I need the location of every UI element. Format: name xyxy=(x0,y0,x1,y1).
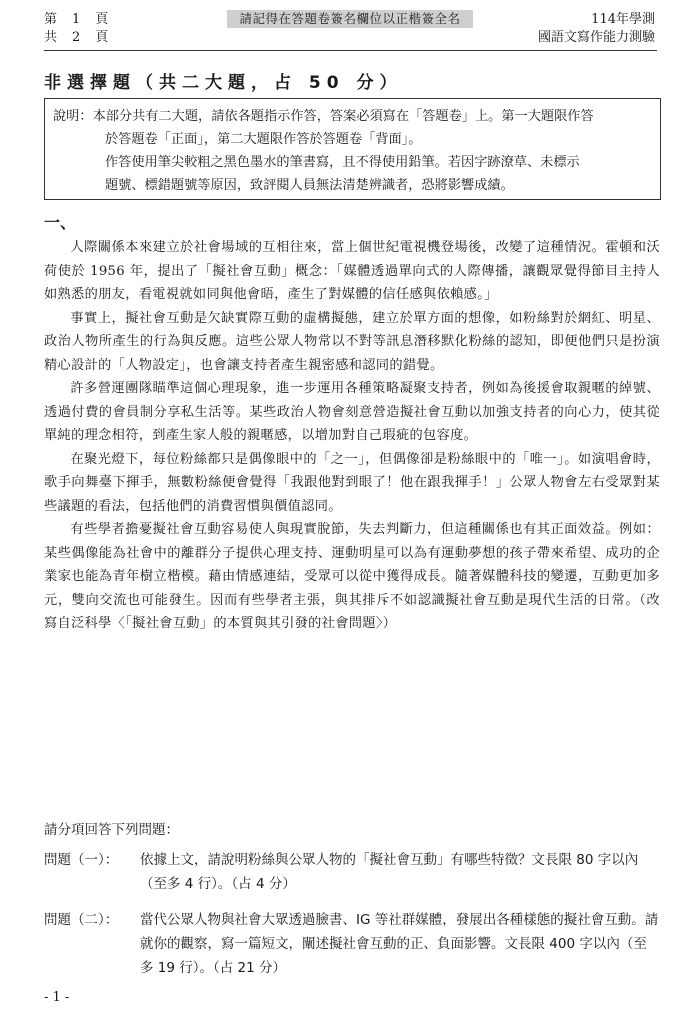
reading-passage xyxy=(44,236,660,636)
part-one-heading: 一、 xyxy=(44,213,77,232)
question-label: 問題（一）： xyxy=(44,852,119,868)
question-text: 依據上文，請說明粉絲與公眾人物的「擬社會互動」有哪些特徵？文長限 80 字以內（至多 4 行）。（占 4 分） xyxy=(140,852,639,892)
instructions-line: 於答題卷「正面」，第二大題限作答於答題卷「背面」。 xyxy=(105,132,422,147)
instructions-line: 題號、標錯題號等原因，致評閱人員無法清楚辨識者，恐將影響成績。 xyxy=(105,178,514,193)
page-indicator: 第 1 頁 xyxy=(44,12,110,27)
instructions-line: 作答使用筆尖較粗之黑色墨水的筆書寫，且不得使用鉛筆。若因字跡潦草、未標示 xyxy=(105,155,580,170)
passage-paragraph: 許多營運團隊瞄準這個心理現象，進一步運用各種策略凝聚支持者，例如為後援會取親暱的綽號、透過付費的會員制分享私生活等。某些政治人物會刻意營造擬社會互動以加強支持者的向心力，使其從單純的理念相符，到產生家人般的親暱感，以增加對自己瑕疵的包容度。 xyxy=(44,381,660,443)
question-text: 當代公眾人物與社會大眾透過臉書、IG 等社群媒體，發展出各種樣態的擬社會互動。請就你的觀察，寫一篇短文，闡述擬社會互動的正、負面影響。文長限 400 字以內（至多 19 行）。（占 21 分） xyxy=(140,912,659,976)
instructions-label: 說明： xyxy=(53,109,93,124)
instructions-box xyxy=(44,98,661,200)
passage-paragraph: 有些學者擔憂擬社會互動容易使人與現實脫節，失去判斷力，但這種關係也有其正面效益。例如：某些偶像能為社會中的離群分子提供心理支持、運動明星可以為有運動夢想的孩子帶來希望、成功的企業家也能為青年樹立楷模。藉由情感連結，受眾可以從中獲得成長。隨著媒體科技的變遷，互動更加多元，雙向交流也可能發生。因而有些學者主張，與其排斥不如認識擬社會互動是現代生活的日常。（改寫自泛科學〈「擬社會互動」的本質與其引發的社會問題〉） xyxy=(44,522,660,631)
total-pages-indicator: 共 2 頁 xyxy=(44,30,110,45)
question-two xyxy=(44,908,660,980)
page-number: - 1 - xyxy=(44,990,70,1005)
question-one xyxy=(44,848,660,896)
header-divider xyxy=(44,50,657,51)
passage-paragraph: 事實上，擬社會互動是欠缺實際互動的虛構擬態，建立於單方面的想像，如粉絲對於網紅、明星、政治人物所產生的行為與反應。這些公眾人物常以不對等訊息潛移默化粉絲的認知，即便他們只是扮演精心設計的「人物設定」，也會讓支持者產生親密感和認同的錯覺。 xyxy=(44,310,660,373)
exam-subject: 國語文寫作能力測驗 xyxy=(537,30,655,45)
instructions-row xyxy=(53,105,654,128)
signature-reminder-banner: 請記得在答題卷簽名欄位以正楷簽全名 xyxy=(227,10,473,28)
section-title: 非選擇題（共二大題，占 50 分） xyxy=(44,73,403,93)
passage-paragraph: 人際關係本來建立於社會場域的互相往來，當上個世紀電視機登場後，改變了這種情況。霍頓和沃荷使於 1956 年，提出了「擬社會互動」概念：「媒體透過單向式的人際傳播，讓觀眾覺得節目主持人如熟悉的朋友，看電視就如同與他會晤，產生了對媒體的信任感與依賴感。」 xyxy=(44,240,660,302)
exam-year: 114年學測 xyxy=(591,12,655,27)
instructions-line: 本部分共有二大題，請依各題指示作答，答案必須寫在「答題卷」上。第一大題限作答 xyxy=(92,109,594,124)
question-label: 問題（二）： xyxy=(44,912,119,928)
passage-paragraph: 在聚光燈下，每位粉絲都只是偶像眼中的「之一」，但偶像卻是粉絲眼中的「唯一」。如演唱會時，歌手向舞臺下揮手，無數粉絲便會覺得「我跟他對到眼了！他在跟我揮手！」公眾人物會左右受眾對某些議題的看法，包括他們的消費習慣與價值認同。 xyxy=(44,451,660,514)
question-instruction: 請分項回答下列問題： xyxy=(44,822,179,838)
